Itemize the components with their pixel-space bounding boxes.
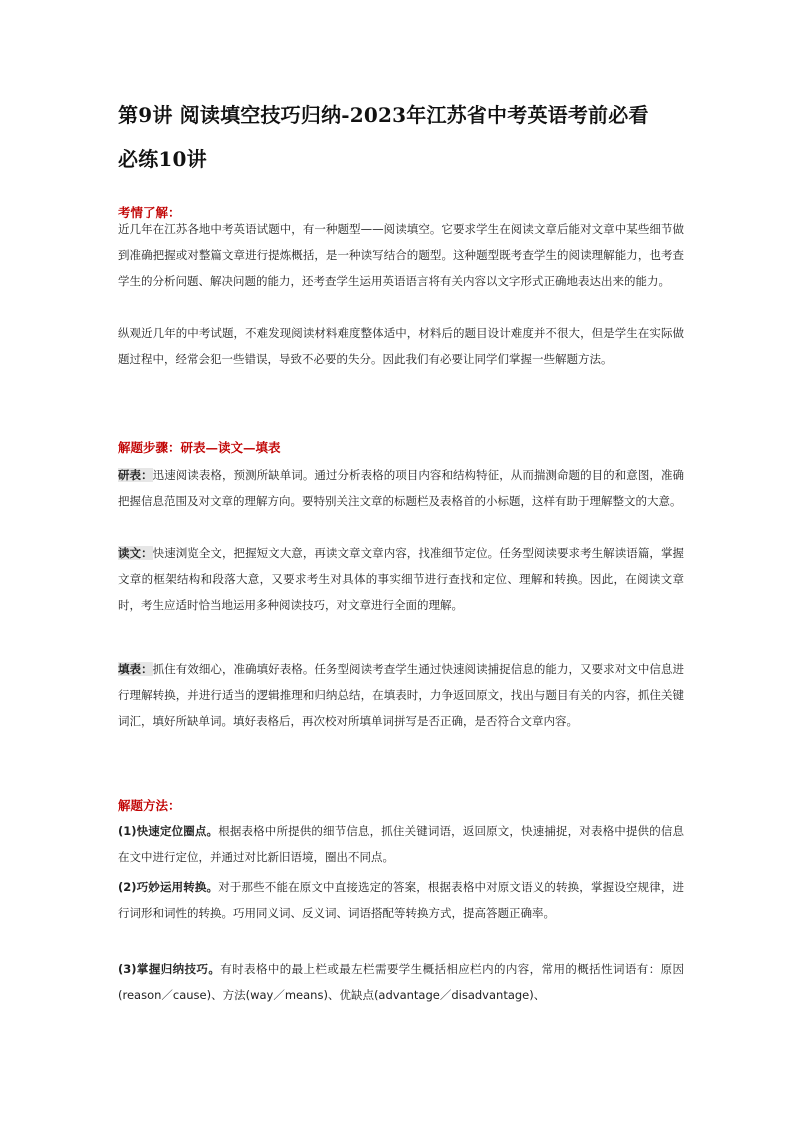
- method-1-label: (1)快速定位圈点。: [118, 824, 219, 838]
- overview-paragraph-1: 近几年在江苏各地中考英语试题中，有一种题型——阅读填空。它要求学生在阅读文章后能对文章中某些细节做到准确把握或对整篇文章进行提炼概括，是一种读写结合的题型。这种题型既考查学生的阅读理解能力，也考查学生的分析问题、解决问题的能力，还考查学生运用英语语言将有关内容以文字形式正确地表达出来的能力。: [118, 222, 684, 289]
- step-fill: [118, 656, 684, 735]
- step-fill-label: 填表：: [118, 662, 153, 676]
- step-read: [118, 540, 684, 619]
- method-1: [118, 818, 684, 870]
- section-heading-methods: 解题方法：: [118, 798, 181, 813]
- method-2-label: (2)巧妙运用转换。: [118, 880, 219, 894]
- title-line-2: 必练10讲: [118, 147, 207, 171]
- method-3-text: 有时表格中的最上栏或最左栏需要学生概括相应栏内的内容，常用的概括性词语有：原因(reason／cause)、方法(way／means)、优缺点(advantage／disadvantage)、: [118, 962, 684, 1003]
- method-2-text: 对于那些不能在原文中直接选定的答案，根据表格中对原文语义的转换，掌握设空规律，进行词形和词性的转换。巧用同义词、反义词、词语搭配等转换方式，提高答题正确率。: [118, 880, 684, 921]
- section-heading-steps: 解题步骤：研表—读文—填表: [118, 440, 281, 455]
- method-1-text: 根据表格中所提供的细节信息，抓住关键词语，返回原文，快速捕捉，对表格中提供的信息在文中进行定位，并通过对比新旧语境，圈出不同点。: [118, 824, 684, 865]
- method-3: [118, 956, 684, 1008]
- step-research-label: 研表：: [118, 468, 153, 482]
- section-heading-overview: 考情了解：: [118, 205, 181, 220]
- page-title: [118, 93, 688, 181]
- method-3-label: (3)掌握归纳技巧。: [118, 962, 221, 976]
- step-read-label: 读文：: [118, 546, 153, 560]
- step-research-text: 迅速阅读表格，预测所缺单词。通过分析表格的项目内容和结构特征，从而揣测命题的目的和意图，准确把握信息范围及对文章的理解方向。要特别关注文章的标题栏及表格首的小标题，这样有助于理解整文的大意。: [118, 468, 684, 509]
- title-line-1: 第9讲 阅读填空技巧归纳-2023年江苏省中考英语考前必看: [118, 103, 649, 127]
- overview-paragraph-2: 纵观近几年的中考试题，不难发现阅读材料难度整体适中，材料后的题目设计难度并不很大，但是学生在实际做题过程中，经常会犯一些错误，导致不必要的失分。因此我们有必要让同学们掌握一些解题方法。: [118, 326, 684, 367]
- step-fill-text: 抓住有效细心，准确填好表格。任务型阅读考查学生通过快速阅读捕捉信息的能力，又要求对文中信息进行理解转换，并进行适当的逻辑推理和归纳总结，在填表时，力争返回原文，找出与题目有关的内容，抓住关键词汇，填好所缺单词。填好表格后，再次校对所填单词拼写是否正确，是否符合文章内容。: [118, 662, 684, 729]
- step-research: [118, 462, 684, 514]
- step-read-text: 快速浏览全文，把握短文大意，再读文章文章内容，找准细节定位。任务型阅读要求考生解读语篇，掌握文章的框架结构和段落大意，又要求考生对具体的事实细节进行查找和定位、理解和转换。因此，在阅读文章时，考生应适时恰当地运用多种阅读技巧，对文章进行全面的理解。: [118, 546, 684, 613]
- method-2: [118, 874, 684, 926]
